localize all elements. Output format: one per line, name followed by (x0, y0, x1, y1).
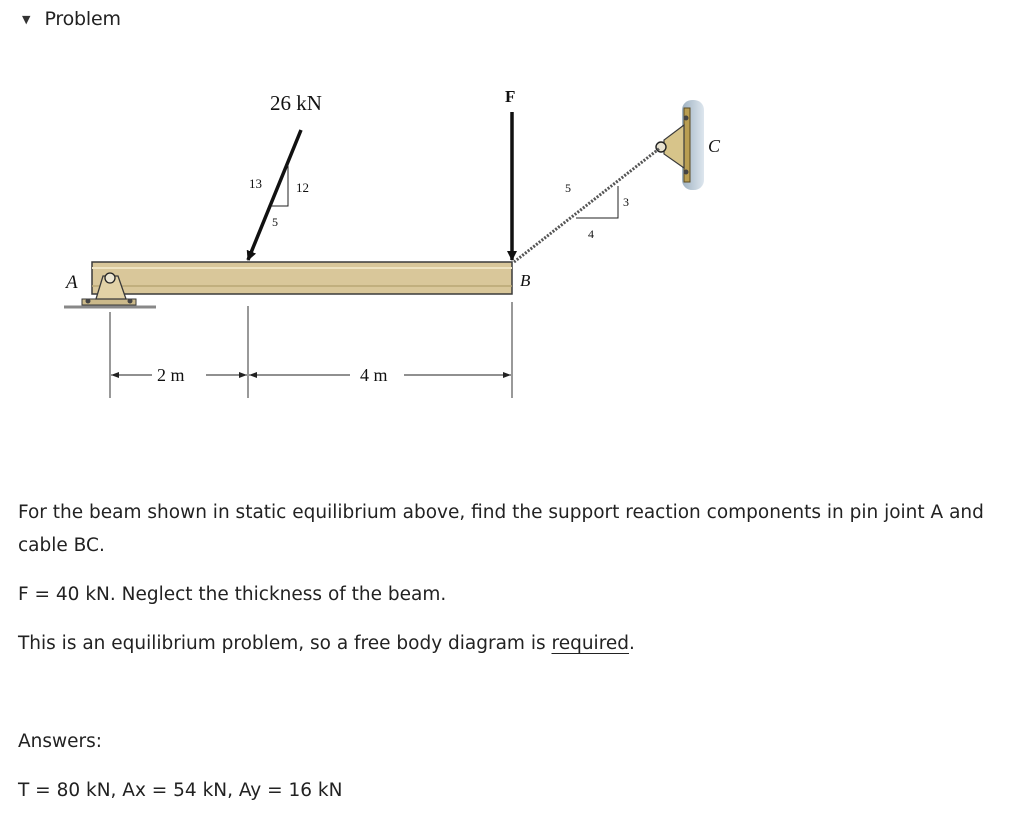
force-slope-hyp: 13 (249, 176, 262, 191)
cable-slope-horizontal: 4 (588, 227, 594, 241)
answers-values: T = 80 kN, Ax = 54 kN, Ay = 16 kN (18, 780, 343, 801)
label-c: C (708, 136, 721, 156)
cable-slope-vertical: 3 (623, 195, 629, 209)
dimension-lines (110, 302, 512, 398)
force-slope-horizontal: 5 (272, 215, 278, 229)
caret-down-icon[interactable]: ▼ (22, 12, 31, 26)
cable-slope-triangle (565, 181, 629, 241)
section-title: Problem (44, 8, 121, 30)
given-force-text: F = 40 kN. Neglect the thickness of the beam. (18, 584, 447, 605)
force-f-label: F (505, 87, 516, 106)
fbd-note-end: . (629, 633, 635, 654)
fbd-note (18, 627, 635, 660)
answers-label: Answers: (18, 731, 103, 752)
problem-section-toggle[interactable] (22, 6, 121, 32)
force-slope-triangle (249, 165, 309, 229)
dimension-2m: 2 m (157, 365, 185, 385)
force-26kn-arrow (248, 130, 301, 260)
label-b: B (520, 271, 531, 290)
dimension-4m: 4 m (360, 365, 388, 385)
force-slope-vertical: 12 (296, 180, 309, 195)
label-a: A (66, 272, 78, 293)
required-link[interactable]: required (551, 633, 630, 654)
cable-bc (514, 148, 660, 262)
force-26kn-label: 26 kN (270, 91, 322, 115)
wall-support-c (656, 100, 704, 190)
fbd-note-text: This is an equilibrium problem, so a free body diagram is (18, 633, 552, 654)
problem-statement: For the beam shown in static equilibrium above, find the support reaction components in pin joint A and cable BC. (18, 502, 984, 556)
beam-diagram (0, 60, 800, 410)
beam (92, 262, 512, 294)
cable-slope-hyp: 5 (565, 181, 571, 195)
